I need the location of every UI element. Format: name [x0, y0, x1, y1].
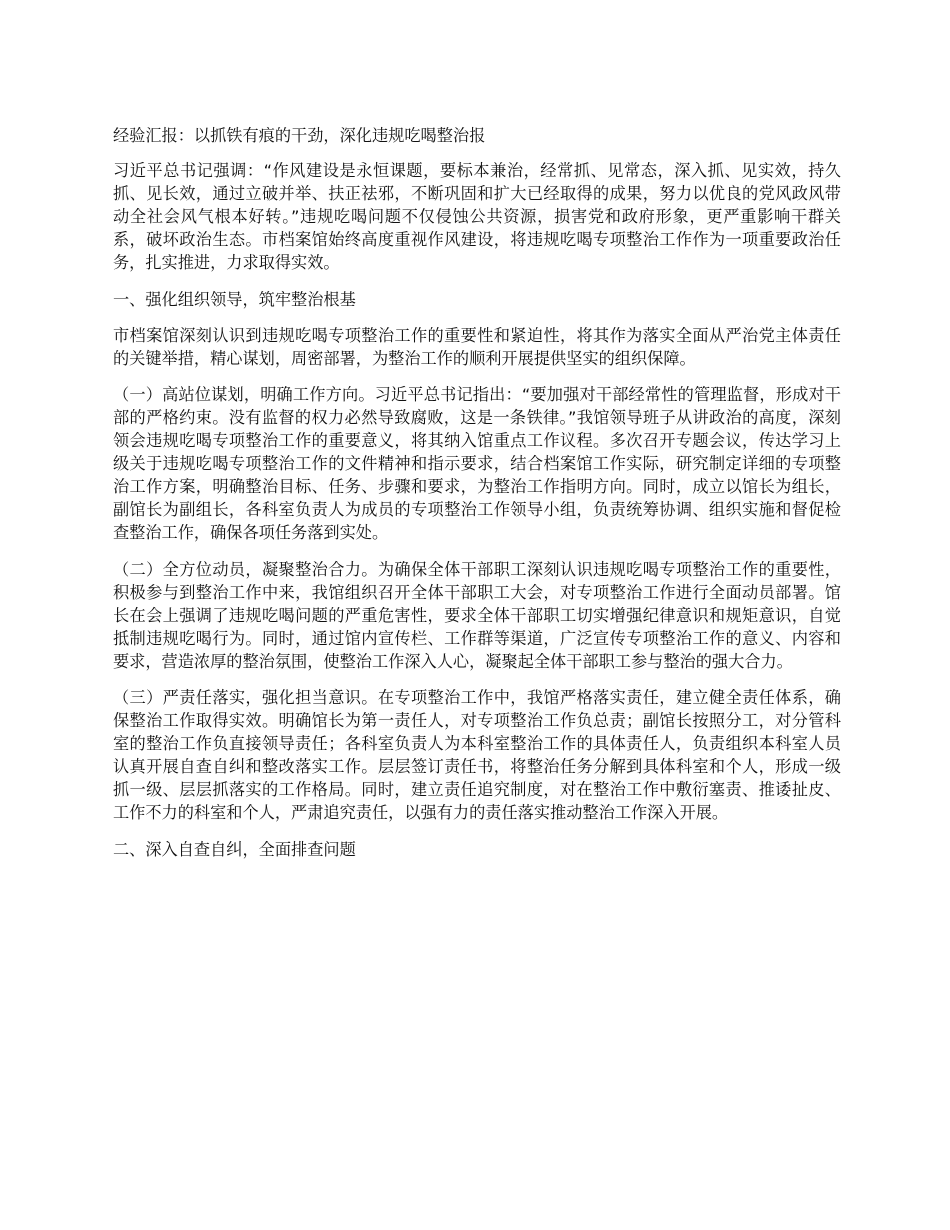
- item-3-paragraph: （三）严责任落实，强化担当意识。在专项整治工作中，我馆严格落实责任，建立健全责任体系，确保整治工作取得实效。明确馆长为第一责任人，对专项整治工作负总责；副馆长按照分工，对分管科室的整治工作负直接领导责任；各科室负责人为本科室整治工作的具体责任人，负责组织本科室人员认真开展自查自纠和整改落实工作。层层签订责任书，将整治任务分解到具体科室和个人，形成一级抓一级、层层抓落实的工作格局。同时，建立责任追究制度，对在整治工作中敷衍塞责、推诿扯皮、工作不力的科室和个人，严肃追究责任，以强有力的责任落实推动整治工作深入开展。: [113, 687, 841, 823]
- section-2-heading: 二、深入自查自纠，全面排查问题: [113, 839, 356, 859]
- section-1-intro-paragraph: 市档案馆深刻认识到违规吃喝专项整治工作的重要性和紧迫性，将其作为落实全面从严治党主体责任的关键举措，精心谋划，周密部署，为整治工作的顺利开展提供坚实的组织保障。: [113, 325, 841, 368]
- intro-paragraph: 习近平总书记强调：“作风建设是永恒课题，要标本兼治，经常抓、见常态，深入抓、见实效，持久抓、见长效，通过立破并举、扶正祛邪，不断巩固和扩大已经取得的成果，努力以优良的党风政风带动全社会风气根本好转。”违规吃喝问题不仅侵蚀公共资源，损害党和政府形象，更严重影响干群关系，破坏政治生态。市档案馆始终高度重视作风建设，将违规吃喝专项整治工作作为一项重要政治任务，扎实推进，力求取得实效。: [113, 161, 841, 273]
- document-title: 经验汇报：以抓铁有痕的干劲，深化违规吃喝整治报: [113, 126, 486, 145]
- item-1-paragraph: （一）高站位谋划，明确工作方向。习近平总书记指出：“要加强对干部经常性的管理监督，形成对干部的严格约束。没有监督的权力必然导致腐败，这是一条铁律。”我馆领导班子从讲政治的高度，深刻领会违规吃喝专项整治工作的重要意义，将其纳入馆重点工作议程。多次召开专题会议，传达学习上级关于违规吃喝专项整治工作的文件精神和指示要求，结合档案馆工作实际，研究制定详细的专项整治工作方案，明确整治目标、任务、步骤和要求，为整治工作指明方向。同时，成立以馆长为组长，副馆长为副组长，各科室负责人为成员的专项整治工作领导小组，负责统筹协调、组织实施和督促检查整治工作，确保各项任务落到实处。: [113, 384, 841, 543]
- item-2-paragraph: （二）全方位动员，凝聚整治合力。为确保全体干部职工深刻认识违规吃喝专项整治工作的重要性，积极参与到整治工作中来，我馆组织召开全体干部职工大会，对专项整治工作进行全面动员部署。馆长在会上强调了违规吃喝问题的严重危害性，要求全体干部职工切实增强纪律意识和规矩意识，自觉抵制违规吃喝行为。同时，通过馆内宣传栏、工作群等渠道，广泛宣传专项整治工作的意义、内容和要求，营造浓厚的整治氛围，使整治工作深入人心，凝聚起全体干部职工参与整治的强大合力。: [113, 559, 841, 671]
- document-page: [113, 124, 841, 874]
- section-1-heading: 一、强化组织领导，筑牢整治根基: [113, 289, 356, 309]
